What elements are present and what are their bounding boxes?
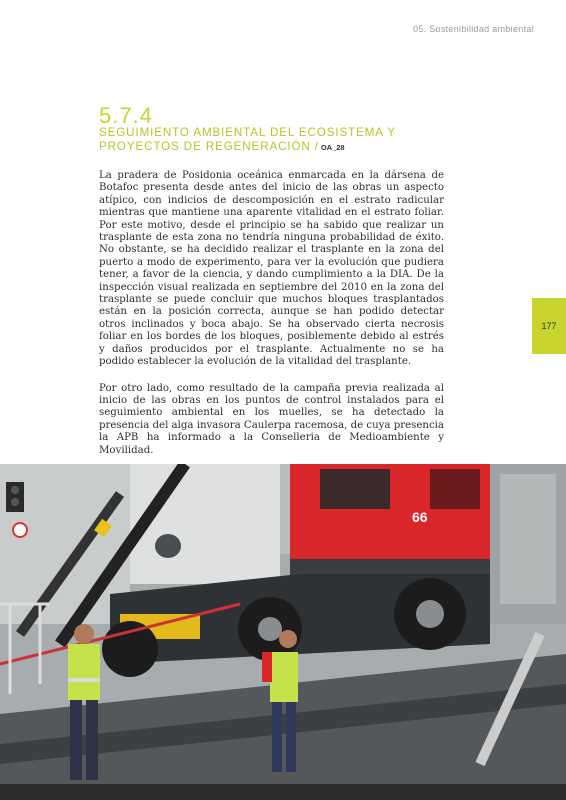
paragraph: La pradera de Posidonia oceánica enmarcada en la dársena de Botafoc presenta desde antes del inicio de las obras un aspecto atípico, con indicios de descomposición en el estrato radicular mientras que mantiene una aparente vitalidad en el estrato foliar. Por este motivo, desde el principio se ha sabido que realizar un trasplante de esta zona no tendría ninguna probabilidad de éxito. No obstante, se ha decidido realizar el trasplante en la zona del puerto a modo de experimento, para ver la evolución que pudiera tener, a favor de la ciencia, y dando cumplimiento a la DIA. De la inspección visual realizada en septiembre del 2010 en la zona del trasplante se puede concluir que muchos bloques trasplantados están en la posición correcta, aunque se han podido detectar otros inclinados y boca abajo. Se ha observado cierta necrosis foliar en los bordes de los bloques, posiblemente debido al estrés y daños producidos por el trasplante. Actualmente no se ha podido establecer la evolución de la vitalidad del trasplante.: [99, 170, 444, 368]
section-title-text: SEGUIMIENTO AMBIENTAL DEL ECOSISTEMA Y PROYECTOS DE REGENERACIÓN: [99, 126, 396, 153]
paragraph: Por otro lado, como resultado de la campaña previa realizada al inicio de las obras en los puntos de control instalados para el seguimiento ambiental en los muelles, se ha detectado la presencia del alga invasora Caulerpa racemosa, de cuya presencia la APB ha informado a la Conselleria de Medioambiente y Movilidad.: [99, 382, 444, 456]
port-photo: [0, 464, 566, 800]
chapter-header: 05. Sostenibilidad ambiental: [413, 24, 534, 34]
page-number-tab: [532, 298, 566, 354]
section-title: [99, 126, 429, 155]
section-number: 5.7.4: [99, 103, 153, 128]
truck-number: 66: [412, 509, 428, 525]
port-photo-illustration: [0, 464, 566, 800]
indicator-code: OA_28: [320, 143, 345, 152]
body-text: [99, 170, 444, 471]
page-number: 177: [541, 321, 557, 331]
title-separator: /: [314, 140, 319, 153]
